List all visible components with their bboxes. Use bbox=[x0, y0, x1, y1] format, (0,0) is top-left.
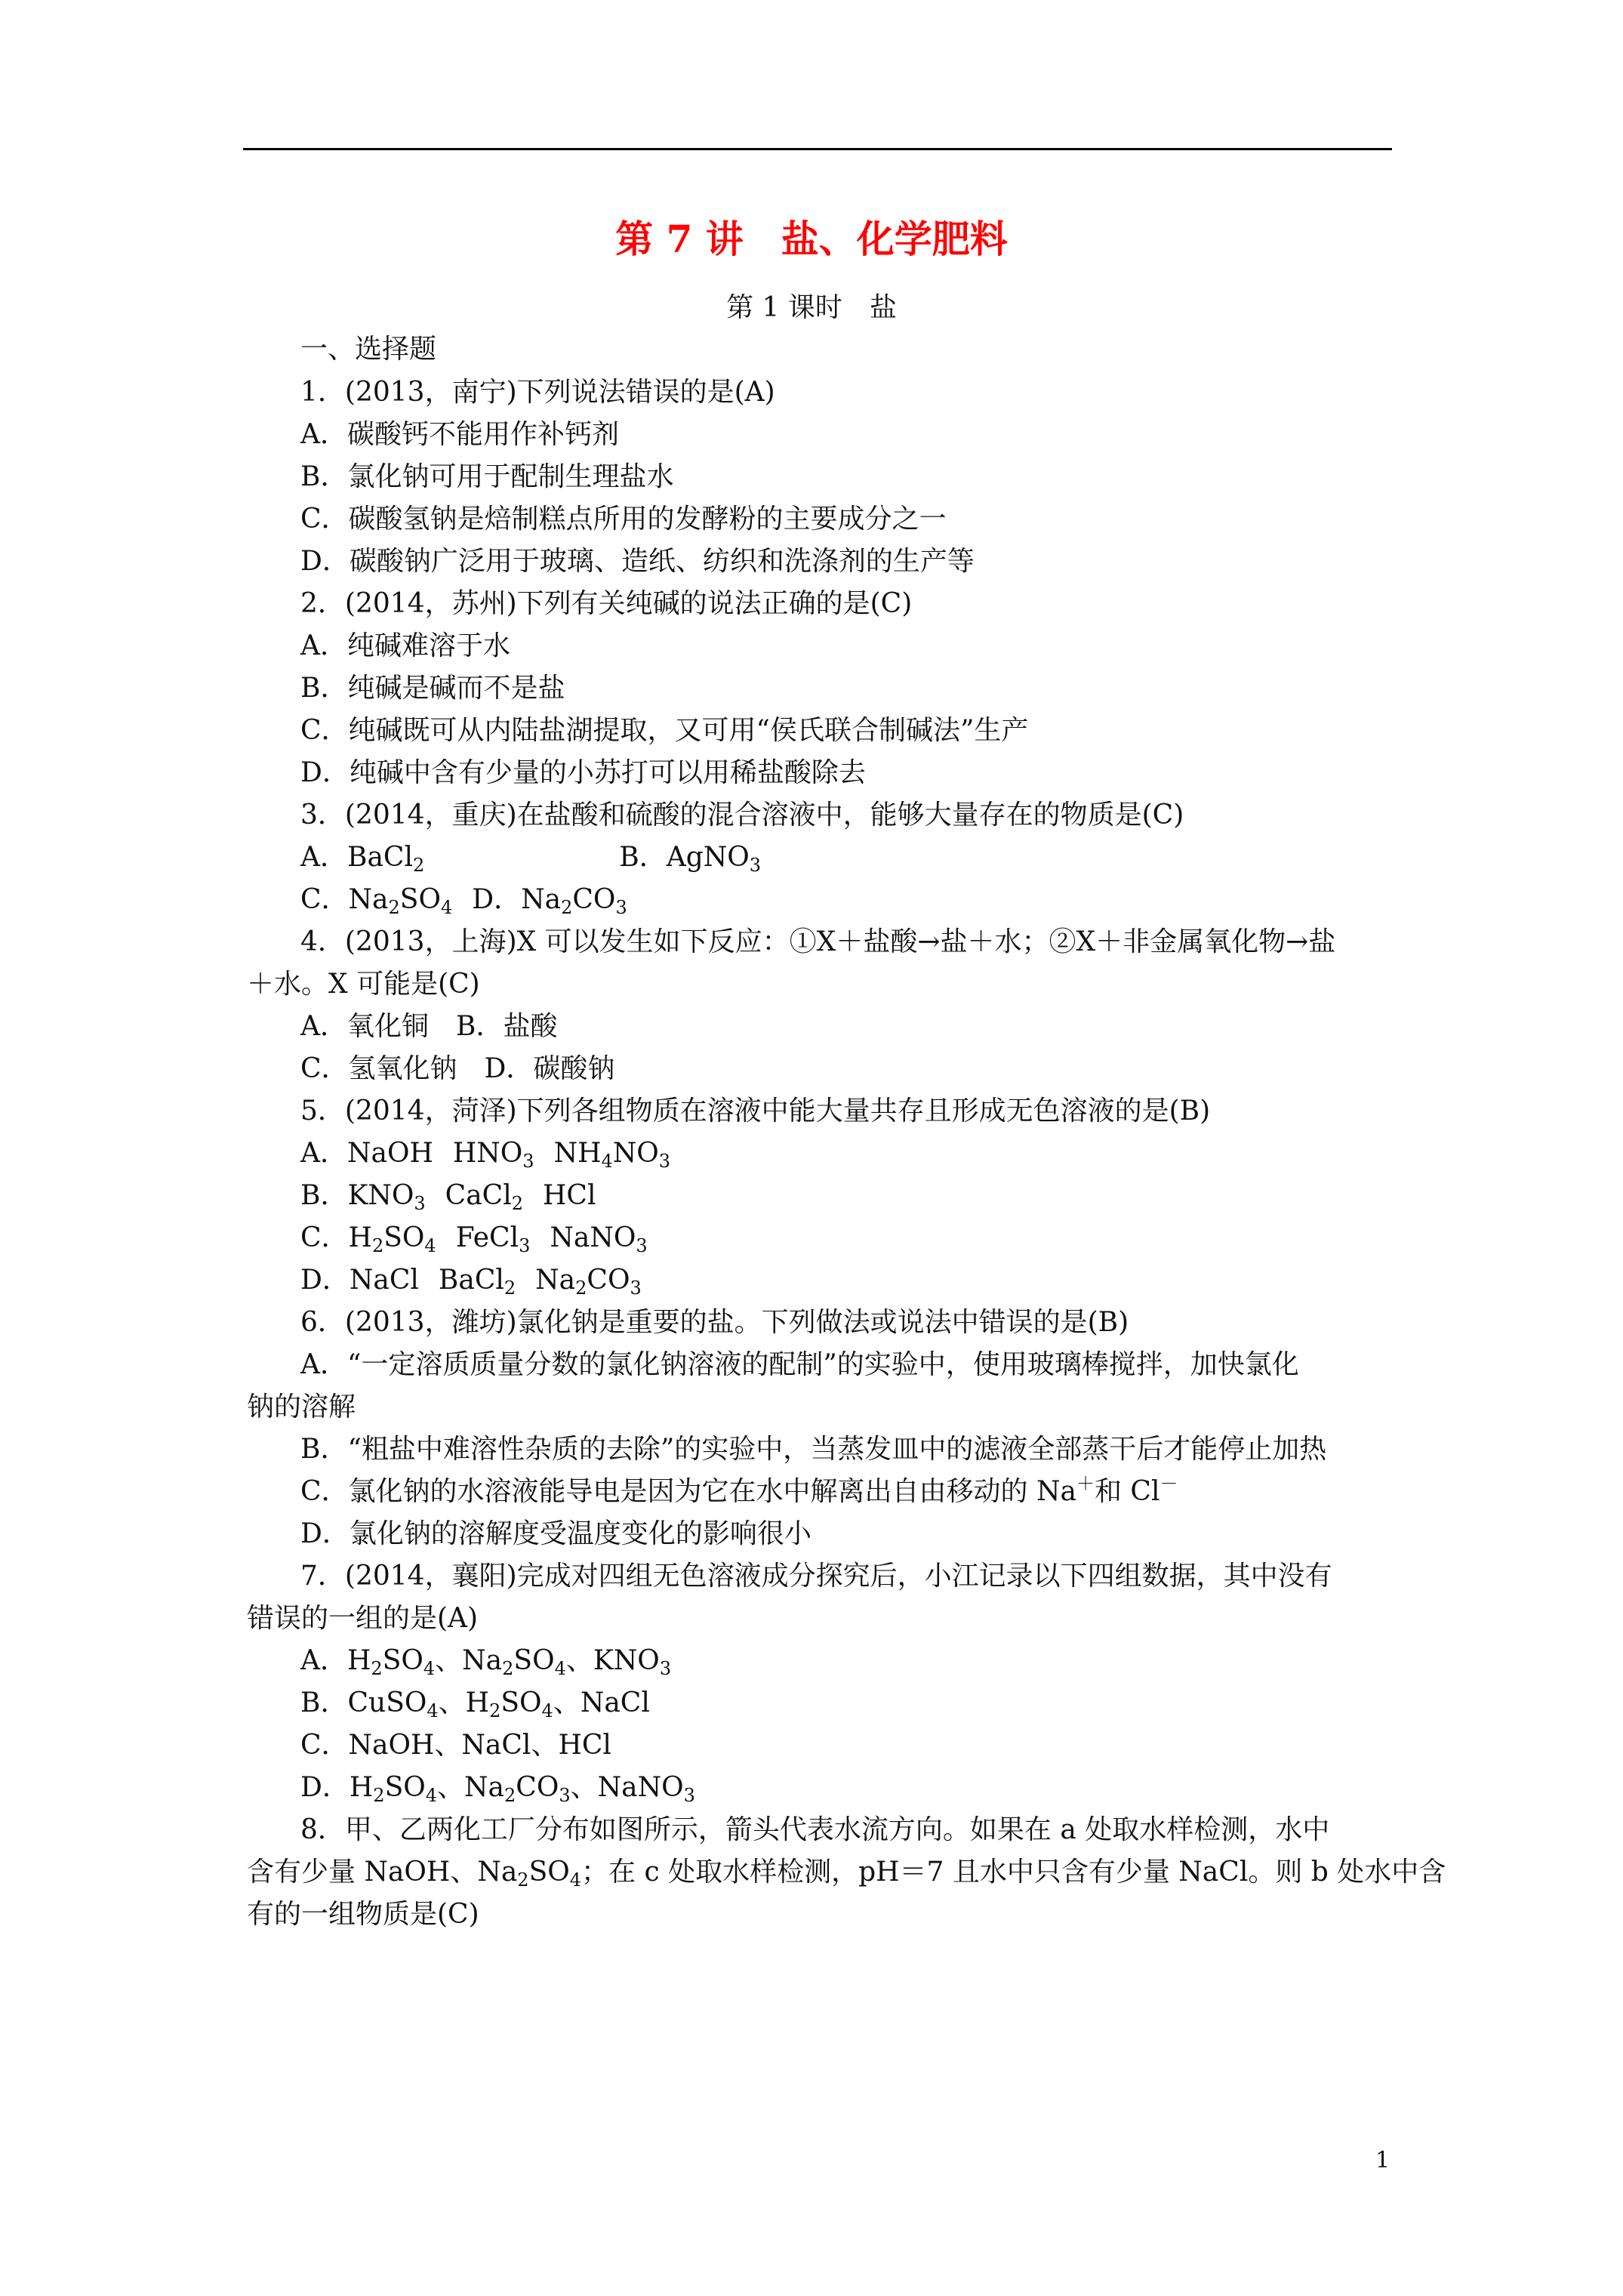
subscript: 2 bbox=[412, 855, 425, 876]
formula-text: NaCl bbox=[580, 1687, 650, 1718]
subscript: 3 bbox=[414, 1193, 426, 1214]
formula-text: H bbox=[347, 1645, 371, 1676]
question-5-option-c bbox=[300, 1219, 648, 1257]
subscript: 4 bbox=[554, 1658, 566, 1679]
subscript: 4 bbox=[425, 1785, 438, 1806]
stem-text: ；在 c 处取水样检测，pH＝7 且水中只含有少量 NaCl。则 b 处水中含 bbox=[581, 1857, 1446, 1888]
formula-text: SO bbox=[384, 1772, 426, 1803]
subscript: 4 bbox=[423, 1658, 436, 1679]
question-6-option-c bbox=[300, 1473, 1178, 1511]
question-2-stem: 2．(2014，苏州)下列有关纯碱的说法正确的是(C) bbox=[300, 588, 913, 619]
question-3-options-ab bbox=[300, 839, 761, 877]
question-4-options-ab: A．氧化铜 B．盐酸 bbox=[300, 1011, 558, 1042]
formula-text: Na bbox=[535, 1265, 576, 1296]
question-2-option-b: B．纯碱是碱而不是盐 bbox=[300, 673, 565, 704]
stem-text: SO bbox=[528, 1857, 570, 1888]
subscript: 3 bbox=[522, 1151, 534, 1172]
subscript: 4 bbox=[427, 1700, 439, 1721]
subscript: 3 bbox=[659, 1658, 672, 1679]
formula-text: SO bbox=[500, 1687, 542, 1718]
option-text: C．氯化钠的水溶液能导电是因为它在水中解离出自由移动的 Na bbox=[300, 1476, 1076, 1507]
question-7-option-c: C．NaOH、NaCl、HCl bbox=[300, 1730, 611, 1761]
formula-text: CO bbox=[572, 884, 616, 915]
superscript: － bbox=[1160, 1473, 1178, 1494]
formula-text: NH bbox=[553, 1138, 602, 1169]
subscript: 3 bbox=[559, 1785, 571, 1806]
stem-text: 含有少量 NaOH、Na bbox=[247, 1857, 518, 1888]
subscript: 3 bbox=[749, 855, 762, 876]
question-1-option-b: B．氯化钠可用于配制生理盐水 bbox=[300, 461, 674, 492]
page-title: 第 7 讲 盐、化学肥料 bbox=[615, 217, 1008, 261]
formula-text: BaCl bbox=[438, 1265, 504, 1296]
separator: 、 bbox=[570, 1772, 598, 1803]
formula-text: NO bbox=[612, 1138, 659, 1169]
question-4-options-cd: C．氢氧化钠 D．碳酸钠 bbox=[300, 1053, 615, 1084]
formula-text: CO bbox=[587, 1265, 630, 1296]
option-label: B． bbox=[300, 1180, 348, 1211]
formula-text: KNO bbox=[593, 1645, 660, 1676]
question-5-option-a bbox=[300, 1135, 670, 1173]
option-label: A． bbox=[300, 1645, 347, 1676]
formula-text: HNO bbox=[452, 1138, 523, 1169]
separator: 、 bbox=[437, 1772, 465, 1803]
subscript: 2 bbox=[371, 1235, 384, 1256]
formula-text: Na bbox=[464, 1772, 505, 1803]
separator: 、 bbox=[553, 1687, 581, 1718]
question-2-option-d: D．纯碱中含有少量的小苏打可以用稀盐酸除去 bbox=[300, 757, 866, 788]
formula-text: SO bbox=[399, 884, 441, 915]
option-label: A． bbox=[300, 1138, 347, 1169]
subscript: 2 bbox=[502, 1658, 514, 1679]
separator: 、 bbox=[565, 1645, 593, 1676]
question-8-stem-end: 有的一组物质是(C) bbox=[247, 1899, 479, 1930]
question-4-stem: 4．(2013，上海)X 可以发生如下反应：①X＋盐酸→盐＋水；②X＋非金属氧化物→盐 bbox=[300, 926, 1336, 957]
question-8-stem: 8．甲、乙两化工厂分布如图所示，箭头代表水流方向。如果在 a 处取水样检测，水中 bbox=[300, 1814, 1330, 1845]
question-2-option-c: C．纯碱既可从内陆盐湖提取，又可用“侯氏联合制碱法”生产 bbox=[300, 715, 1029, 746]
option-label: B． bbox=[619, 842, 667, 873]
separator: 、 bbox=[435, 1645, 463, 1676]
question-5-option-b bbox=[300, 1177, 596, 1215]
formula-text: CaCl bbox=[445, 1180, 512, 1211]
question-6-option-d: D．氯化钠的溶解度受温度变化的影响很小 bbox=[300, 1518, 812, 1549]
question-2-option-a: A．纯碱难溶于水 bbox=[300, 630, 510, 661]
question-1-option-a: A．碳酸钙不能用作补钙剂 bbox=[300, 419, 619, 450]
option-label: B． bbox=[300, 1687, 348, 1718]
subscript: 3 bbox=[519, 1235, 531, 1256]
formula-text: FeCl bbox=[455, 1222, 519, 1253]
subscript: 4 bbox=[440, 897, 453, 918]
question-1-option-d: D．碳酸钠广泛用于玻璃、造纸、纺织和洗涤剂的生产等 bbox=[300, 546, 975, 577]
question-7-option-d bbox=[300, 1769, 695, 1807]
subscript: 4 bbox=[601, 1151, 613, 1172]
option-label: C． bbox=[300, 1222, 349, 1253]
formula-text: BaCl bbox=[347, 842, 413, 873]
subscript: 3 bbox=[658, 1151, 671, 1172]
formula-text: CO bbox=[516, 1772, 559, 1803]
subscript: 2 bbox=[373, 1785, 385, 1806]
subscript: 4 bbox=[424, 1235, 436, 1256]
formula-text: Na bbox=[348, 884, 389, 915]
formula-text: NaOH bbox=[347, 1138, 433, 1169]
subscript: 2 bbox=[517, 1869, 529, 1891]
question-6-option-a: A．“一定溶质质量分数的氯化钠溶液的配制”的实验中，使用玻璃棒搅拌，加快氯化 bbox=[300, 1349, 1299, 1380]
formula-text: Na bbox=[462, 1645, 503, 1676]
question-7-stem: 7．(2014，襄阳)完成对四组无色溶液成分探究后，小江记录以下四组数据，其中没有 bbox=[300, 1561, 1332, 1592]
separator: 、 bbox=[438, 1687, 466, 1718]
question-5-stem: 5．(2014，菏泽)下列各组物质在溶液中能大量共存且形成无色溶液的是(B) bbox=[300, 1096, 1211, 1126]
subscript: 3 bbox=[636, 1235, 648, 1256]
subscript: 2 bbox=[504, 1785, 516, 1806]
question-5-option-d bbox=[300, 1262, 642, 1299]
formula-text: H bbox=[465, 1687, 490, 1718]
option-label: C． bbox=[300, 884, 349, 915]
subscript: 2 bbox=[575, 1277, 587, 1299]
question-6-stem: 6．(2013，潍坊)氯化钠是重要的盐。下列做法或说法中错误的是(B) bbox=[300, 1307, 1129, 1338]
subscript: 3 bbox=[683, 1785, 695, 1806]
subscript: 4 bbox=[569, 1869, 582, 1891]
formula-text: NaNO bbox=[550, 1222, 636, 1253]
superscript: ＋ bbox=[1076, 1473, 1095, 1494]
question-1-stem: 1．(2013，南宁)下列说法错误的是(A) bbox=[300, 377, 775, 408]
option-label: D． bbox=[472, 884, 522, 915]
option-label: D． bbox=[300, 1265, 350, 1296]
formula-text: NaNO bbox=[597, 1772, 684, 1803]
subscript: 2 bbox=[489, 1700, 501, 1721]
formula-text: AgNO bbox=[666, 842, 750, 873]
question-4-stem-continued: ＋水。X 可能是(C) bbox=[247, 969, 480, 1000]
formula-text: CuSO bbox=[347, 1687, 427, 1718]
question-7-stem-continued: 错误的一组的是(A) bbox=[247, 1603, 479, 1634]
subscript: 2 bbox=[388, 897, 400, 918]
subscript: 4 bbox=[541, 1700, 553, 1721]
question-3-options-cd bbox=[300, 881, 627, 919]
option-label: A． bbox=[300, 842, 347, 873]
section-heading: 一、选择题 bbox=[300, 334, 437, 365]
formula-text: HCl bbox=[543, 1180, 596, 1211]
question-8-stem-continued bbox=[247, 1854, 1446, 1891]
question-1-option-c: C．碳酸氢钠是焙制糕点所用的发酵粉的主要成分之一 bbox=[300, 504, 947, 535]
formula-text: Na bbox=[521, 884, 562, 915]
formula-text: SO bbox=[513, 1645, 555, 1676]
option-text: 和 Cl bbox=[1094, 1476, 1160, 1507]
question-7-option-a bbox=[300, 1642, 671, 1680]
question-6-option-a-continued: 钠的溶解 bbox=[247, 1391, 356, 1422]
formula-text: KNO bbox=[347, 1180, 414, 1211]
subscript: 3 bbox=[630, 1277, 642, 1299]
subscript: 2 bbox=[371, 1658, 383, 1679]
page-number: 1 bbox=[1375, 2147, 1390, 2174]
option-label: D． bbox=[300, 1772, 350, 1803]
formula-text: SO bbox=[382, 1645, 423, 1676]
formula-text: H bbox=[348, 1222, 372, 1253]
question-3-stem: 3．(2014，重庆)在盐酸和硫酸的混合溶液中，能够大量存在的物质是(C) bbox=[300, 800, 1184, 831]
question-6-option-b: B．“粗盐中难溶性杂质的去除”的实验中，当蒸发皿中的滤液全部蒸干后才能停止加热 bbox=[300, 1434, 1327, 1465]
formula-text: SO bbox=[383, 1222, 425, 1253]
subscript: 3 bbox=[615, 897, 627, 918]
header-rule bbox=[243, 148, 1392, 150]
page-subtitle: 第 1 课时 盐 bbox=[726, 292, 897, 323]
subscript: 2 bbox=[504, 1277, 516, 1299]
subscript: 2 bbox=[561, 897, 573, 918]
formula-text: H bbox=[349, 1772, 374, 1803]
question-7-option-b bbox=[300, 1684, 650, 1722]
formula-text: NaCl bbox=[349, 1265, 419, 1296]
subscript: 2 bbox=[511, 1193, 524, 1214]
